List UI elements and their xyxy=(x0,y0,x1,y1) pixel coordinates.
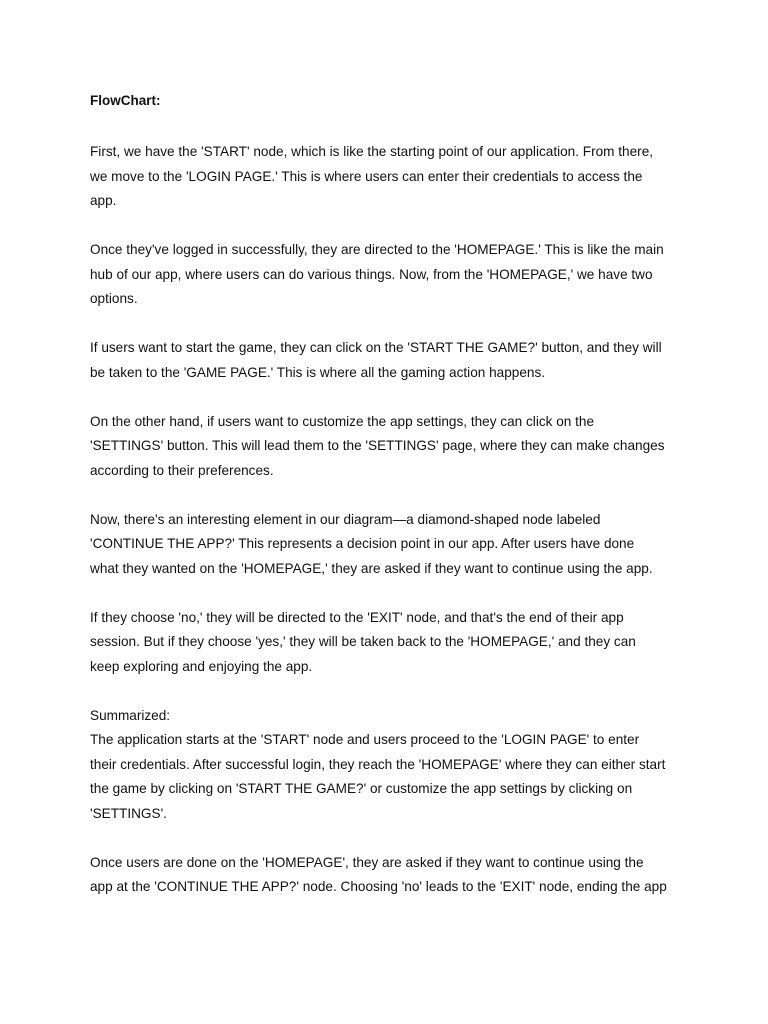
text-line: Once they've logged in successfully, they are directed to the 'HOMEPAGE.' This is like the main xyxy=(90,242,664,257)
paragraph-settings xyxy=(90,410,690,484)
text-line: the game by clicking on 'START THE GAME?' or customize the app settings by clicking on xyxy=(90,781,633,796)
text-line: keep exploring and enjoying the app. xyxy=(90,658,313,674)
text-line: Once users are done on the 'HOMEPAGE', they are asked if they want to continue using the xyxy=(90,854,644,870)
text-line: If users want to start the game, they can click on the 'START THE GAME?' button, and they will xyxy=(90,340,662,355)
text-line: according to their preferences. xyxy=(90,462,274,478)
text-line: app at the 'CONTINUE THE APP?' node. Choosing 'no' leads to the 'EXIT' node, ending the app xyxy=(90,879,667,894)
text-line: First, we have the 'START' node, which is like the starting point of our application. From there, xyxy=(90,144,654,159)
document-body xyxy=(90,140,690,924)
text-line: Now, there's an interesting element in our diagram—a diamond-shaped node labeled xyxy=(90,511,601,527)
text-line: app. xyxy=(90,193,117,208)
paragraph-summary xyxy=(90,704,690,827)
paragraph-intro xyxy=(90,140,690,214)
text-line: 'SETTINGS'. xyxy=(90,805,167,821)
paragraph-decision xyxy=(90,508,690,582)
paragraph-homepage xyxy=(90,238,690,312)
text-line: options. xyxy=(90,291,138,306)
text-line: session. But if they choose 'yes,' they will be taken back to the 'HOMEPAGE,' and they can xyxy=(90,634,636,649)
paragraph-exit xyxy=(90,606,690,680)
text-line: If they choose 'no,' they will be directed to the 'EXIT' node, and that's the end of their app xyxy=(90,609,624,625)
paragraph-game xyxy=(90,336,690,385)
text-line: be taken to the 'GAME PAGE.' This is where all the gaming action happens. xyxy=(90,364,546,380)
text-line: Summarized: xyxy=(90,707,171,723)
paragraph-conclusion xyxy=(90,851,690,900)
document-title: FlowChart: xyxy=(90,93,161,108)
text-line: 'CONTINUE THE APP?' This represents a decision point in our app. After users have done xyxy=(90,536,635,551)
text-line: The application starts at the 'START' node and users proceed to the 'LOGIN PAGE' to enter xyxy=(90,732,640,747)
text-line: On the other hand, if users want to customize the app settings, they can click on the xyxy=(90,413,595,429)
text-line: hub of our app, where users can do various things. Now, from the 'HOMEPAGE,' we have two xyxy=(90,266,653,282)
text-line: what they wanted on the 'HOMEPAGE,' they are asked if they want to continue using the app. xyxy=(90,560,653,576)
text-line: we move to the 'LOGIN PAGE.' This is where users can enter their credentials to access the xyxy=(90,168,643,184)
text-line: their credentials. After successful login, they reach the 'HOMEPAGE' where they can either start xyxy=(90,756,666,772)
text-line: 'SETTINGS' button. This will lead them to the 'SETTINGS' page, where they can make changes xyxy=(90,438,665,453)
